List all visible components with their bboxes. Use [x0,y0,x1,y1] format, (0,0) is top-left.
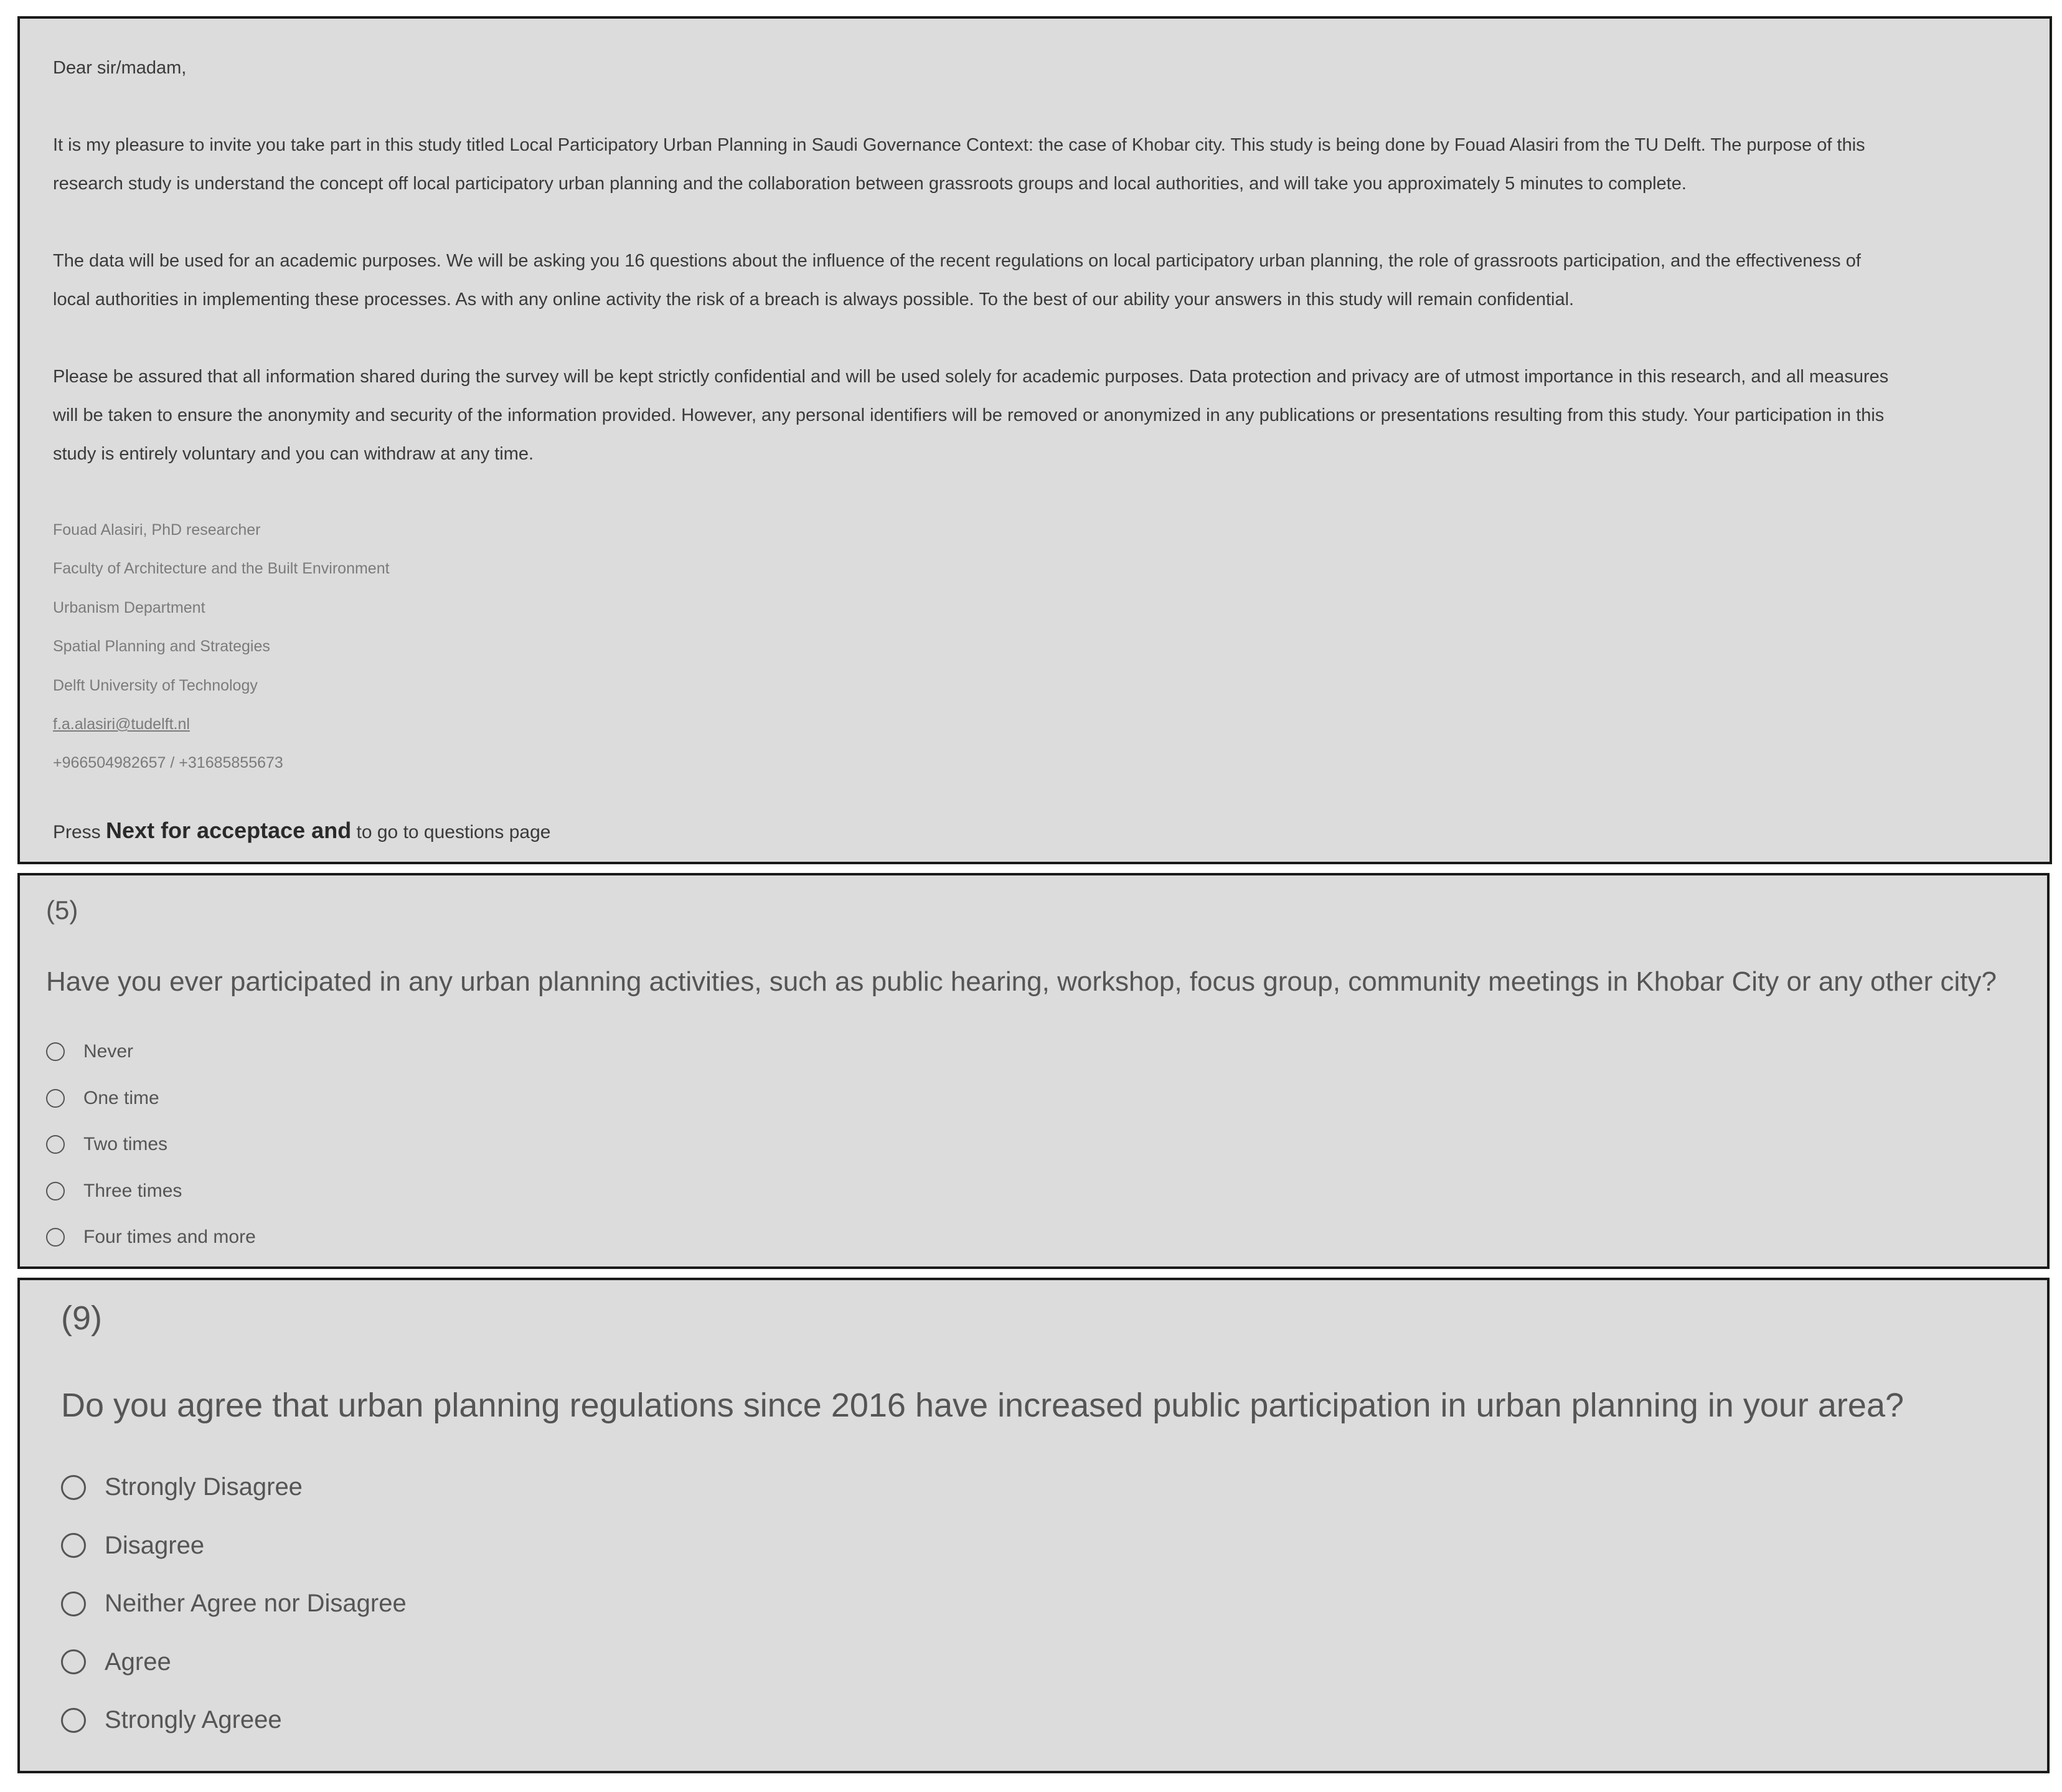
radio-option-label: Neither Agree nor Disagree [105,1590,407,1618]
question-5-panel [17,873,2050,1269]
radio-button[interactable] [61,1708,86,1733]
radio-option-label: Three times [83,1180,182,1201]
radio-option[interactable] [46,1029,256,1075]
intro-paragraph-1-line-1: It is my pleasure to invite you take part in this study titled Local Participatory Urban Planning in Saudi Governance Context: the case of Khobar city. This study is being done by Fouad Alasiri from the TU Delft. The purpose of this [53,135,1865,155]
question-9-panel [17,1278,2050,1773]
radio-button[interactable] [46,1135,65,1154]
radio-option-label: Four times and more [83,1227,256,1248]
answer-options [46,1029,256,1261]
question-number: (5) [46,895,78,925]
next-instruction [53,811,2033,852]
radio-option-label: Strongly Disagree [105,1473,303,1501]
intro-paragraph-2-line-1: The data will be used for an academic purposes. We will be asking you 16 questions about the influence of the recent regulations on local participatory urban planning, the role of grassroots participation, and the effectiveness of [53,251,1861,271]
intro-paragraph-2-line-2: local authorities in implementing these processes. As with any online activity the risk of a breach is always possible. To the best of our ability your answers in this study will remain confidential. [53,290,1575,309]
intro-paragraph-3-line-1: Please be assured that all information shared during the survey will be kept strictly confidential and will be used solely for academic purposes. Data protection and privacy are of utmost importance in this research, and all measures [53,367,1889,387]
intro-panel [17,16,2052,864]
next-instruction-prefix: Press [53,821,106,842]
radio-option-label: Never [83,1041,134,1062]
radio-option-label: Disagree [105,1531,205,1559]
intro-paragraph-3-line-3: study is entirely voluntary and you can withdraw at any time. [53,444,534,464]
intro-paragraph-3-line-2: will be taken to ensure the anonymity and security of the information provided. However, any personal identifiers will be removed or anonymized in any publications or presentations resulting from this study. Your participation in this [53,405,1885,425]
intro-text-block [53,49,2033,852]
intro-paragraph-1-line-2: research study is understand the concept off local participatory urban planning and the collaboration between grassroots groups and local authorities, and will take you approximately 5 minutes to complete. [53,174,1687,194]
next-instruction-bold: Next for acceptace and [106,817,352,843]
radio-option[interactable] [61,1458,407,1517]
radio-button[interactable] [46,1042,65,1061]
greeting: Dear sir/madam, [53,58,187,78]
radio-button[interactable] [61,1649,86,1674]
signature-block [53,511,2033,783]
answer-options [61,1458,407,1750]
radio-option[interactable] [46,1214,256,1261]
radio-option-label: Two times [83,1134,168,1155]
question-number: (9) [61,1299,102,1337]
radio-option-label: Strongly Agreee [105,1706,282,1734]
radio-option[interactable] [61,1633,407,1692]
radio-option[interactable] [61,1575,407,1633]
radio-button[interactable] [61,1533,86,1558]
radio-button[interactable] [46,1089,65,1108]
signature-faculty: Faculty of Architecture and the Built Environment [53,560,390,578]
radio-option[interactable] [61,1691,407,1750]
radio-option[interactable] [46,1168,256,1215]
radio-option[interactable] [46,1075,256,1122]
signature-section: Spatial Planning and Strategies [53,638,270,656]
question-text: Do you agree that urban planning regulations since 2016 have increased public participation in urban planning in your area? [61,1387,1904,1424]
question-text: Have you ever participated in any urban planning activities, such as public hearing, workshop, focus group, community meetings in Khobar City or any other city? [46,966,1997,997]
signature-department: Urbanism Department [53,598,205,616]
next-instruction-suffix: to go to questions page [351,821,551,842]
signature-university: Delft University of Technology [53,676,258,694]
radio-option[interactable] [46,1121,256,1168]
radio-option-label: One time [83,1087,159,1108]
radio-option[interactable] [61,1517,407,1575]
radio-button[interactable] [61,1592,86,1616]
radio-button[interactable] [46,1228,65,1247]
radio-button[interactable] [46,1182,65,1200]
radio-button[interactable] [61,1475,86,1500]
signature-name: Fouad Alasiri, PhD researcher [53,521,261,539]
signature-email-link[interactable]: f.a.alasiri@tudelft.nl [53,715,190,733]
signature-phone: +966504982657 / +31685855673 [53,754,283,772]
radio-option-label: Agree [105,1648,171,1676]
